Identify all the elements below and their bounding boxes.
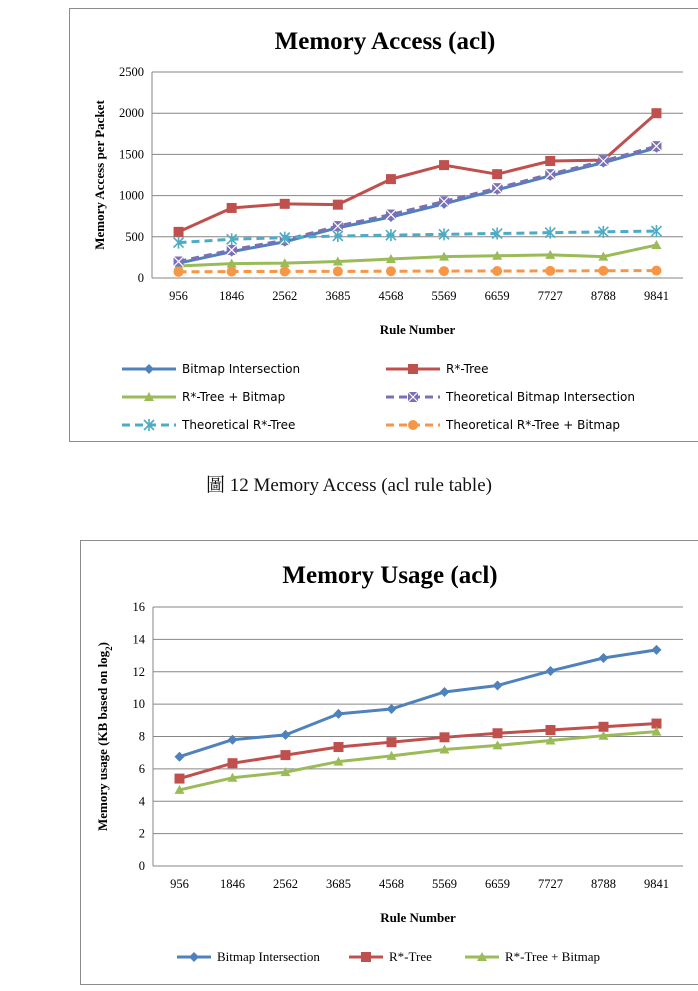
y-axis-label: Memory Access per Packet xyxy=(92,100,107,250)
x-tick-label: 956 xyxy=(169,289,188,303)
data-point xyxy=(228,758,238,768)
y-tick-label: 1000 xyxy=(119,188,144,203)
y-tick-label: 0 xyxy=(138,859,145,873)
series-line xyxy=(180,724,657,779)
data-point xyxy=(599,653,609,663)
data-point xyxy=(334,709,344,719)
data-point xyxy=(598,266,608,276)
legend-item xyxy=(122,390,285,404)
data-point xyxy=(439,266,449,276)
data-point xyxy=(651,266,661,276)
y-tick-label: 16 xyxy=(132,600,145,614)
data-point xyxy=(492,169,502,179)
series-5 xyxy=(174,266,662,277)
legend-label: Theoretical Bitmap Intersection xyxy=(446,390,635,404)
y-tick-label: 0 xyxy=(137,271,144,285)
data-point xyxy=(386,174,396,184)
x-axis-label: Rule Number xyxy=(379,322,456,337)
legend-marker xyxy=(144,364,154,374)
y-tick-label: 1500 xyxy=(119,147,144,162)
x-tick-label: 8788 xyxy=(591,877,616,891)
legend-label: R*-Tree xyxy=(389,949,432,964)
x-tick-label: 2562 xyxy=(273,877,298,891)
series-line xyxy=(179,146,657,261)
legend-marker xyxy=(408,392,418,402)
y-tick-label: 500 xyxy=(125,229,144,244)
memory-access-chart-svg xyxy=(70,9,698,443)
data-point xyxy=(545,266,555,276)
data-point xyxy=(281,750,291,760)
data-point xyxy=(227,267,237,277)
data-point xyxy=(492,266,502,276)
x-tick-label: 4568 xyxy=(378,289,404,303)
legend-item xyxy=(386,362,489,376)
x-tick-label: 1846 xyxy=(219,289,245,303)
chart-title: Memory Access (acl) xyxy=(274,28,496,55)
y-axis-label: Memory usage (KB based on $\log_2$) xyxy=(95,641,114,832)
y-tick-label: 10 xyxy=(132,697,145,712)
legend-item xyxy=(386,418,620,432)
x-tick-label: 7727 xyxy=(538,877,563,891)
x-axis-label: Rule Number xyxy=(380,910,456,925)
data-point xyxy=(440,732,450,742)
legend-label: Bitmap Intersection xyxy=(217,949,320,964)
y-tick-label: 6 xyxy=(138,761,145,776)
x-tick-label: 7727 xyxy=(537,289,563,303)
figure-caption: 圖 12 Memory Access (acl rule table) xyxy=(206,475,492,496)
data-point xyxy=(493,728,503,738)
data-point xyxy=(386,266,396,276)
legend xyxy=(122,362,635,432)
legend-label: R*-Tree + Bitmap xyxy=(182,390,286,404)
legend-label: R*-Tree xyxy=(446,362,489,376)
legend-label: Bitmap Intersection xyxy=(182,362,301,376)
y-tick-label: 2000 xyxy=(119,106,144,121)
series-2 xyxy=(174,240,662,270)
data-point xyxy=(334,742,344,752)
data-point xyxy=(227,245,237,255)
data-point xyxy=(174,257,184,267)
y-tick-label: 4 xyxy=(138,794,145,809)
data-point xyxy=(493,681,503,691)
data-point xyxy=(387,704,397,714)
memory-usage-chart-svg xyxy=(81,541,698,986)
data-point xyxy=(333,200,343,210)
data-point xyxy=(599,722,609,732)
x-tick-label: 2562 xyxy=(272,289,298,303)
x-tick-label: 6659 xyxy=(484,289,510,303)
x-tick-label: 9841 xyxy=(643,289,669,303)
y-tick-label: 14 xyxy=(132,632,145,647)
data-point xyxy=(652,645,662,655)
data-point xyxy=(439,160,449,170)
x-tick-label: 6659 xyxy=(485,877,510,891)
data-point xyxy=(281,730,291,740)
data-point xyxy=(440,687,450,697)
data-point xyxy=(598,156,608,166)
data-point xyxy=(651,141,661,151)
legend-marker xyxy=(408,364,418,374)
data-point xyxy=(546,725,556,735)
data-point xyxy=(333,221,343,231)
data-point xyxy=(546,666,556,676)
x-tick-label: 5569 xyxy=(432,877,457,891)
series-line xyxy=(179,271,657,272)
data-point xyxy=(387,737,397,747)
series-1 xyxy=(174,108,662,237)
data-point xyxy=(333,266,343,276)
x-tick-label: 5569 xyxy=(431,289,457,303)
legend-item xyxy=(386,390,635,404)
x-tick-label: 1846 xyxy=(220,877,245,891)
data-point xyxy=(386,210,396,220)
legend-item xyxy=(465,949,600,964)
data-point xyxy=(175,774,185,784)
chart-title: Memory Usage (acl) xyxy=(282,562,498,589)
legend-marker xyxy=(361,952,371,962)
memory-access-chart xyxy=(69,8,698,442)
data-point xyxy=(492,183,502,193)
data-point xyxy=(651,108,661,118)
x-tick-label: 956 xyxy=(170,877,189,891)
legend-item xyxy=(349,949,432,964)
legend xyxy=(177,949,600,964)
data-point xyxy=(174,227,184,237)
data-point xyxy=(439,196,449,206)
x-tick-label: 3685 xyxy=(325,289,351,303)
data-point xyxy=(280,266,290,276)
legend-marker xyxy=(408,420,418,430)
legend-label: R*-Tree + Bitmap xyxy=(505,949,600,964)
x-tick-label: 9841 xyxy=(644,877,669,891)
legend-item xyxy=(177,949,320,964)
memory-usage-chart xyxy=(80,540,698,985)
series-1 xyxy=(175,719,662,784)
legend-label: Theoretical R*-Tree xyxy=(182,418,296,432)
data-point xyxy=(174,267,184,277)
legend-marker xyxy=(189,952,199,962)
x-tick-label: 3685 xyxy=(326,877,351,891)
data-point xyxy=(175,752,185,762)
data-point xyxy=(227,203,237,213)
legend-item xyxy=(122,362,300,376)
y-tick-label: 8 xyxy=(138,729,145,744)
data-point xyxy=(545,169,555,179)
x-tick-label: 8788 xyxy=(590,289,616,303)
x-tick-label: 4568 xyxy=(379,877,404,891)
series-line xyxy=(179,113,657,232)
y-tick-label: 2500 xyxy=(119,65,144,79)
data-point xyxy=(280,199,290,209)
series-0 xyxy=(175,645,662,762)
data-point xyxy=(545,156,555,166)
legend-item xyxy=(122,418,295,432)
legend-label: Theoretical R*-Tree + Bitmap xyxy=(446,418,621,432)
y-tick-label: 2 xyxy=(138,826,145,841)
y-tick-label: 12 xyxy=(132,664,145,679)
